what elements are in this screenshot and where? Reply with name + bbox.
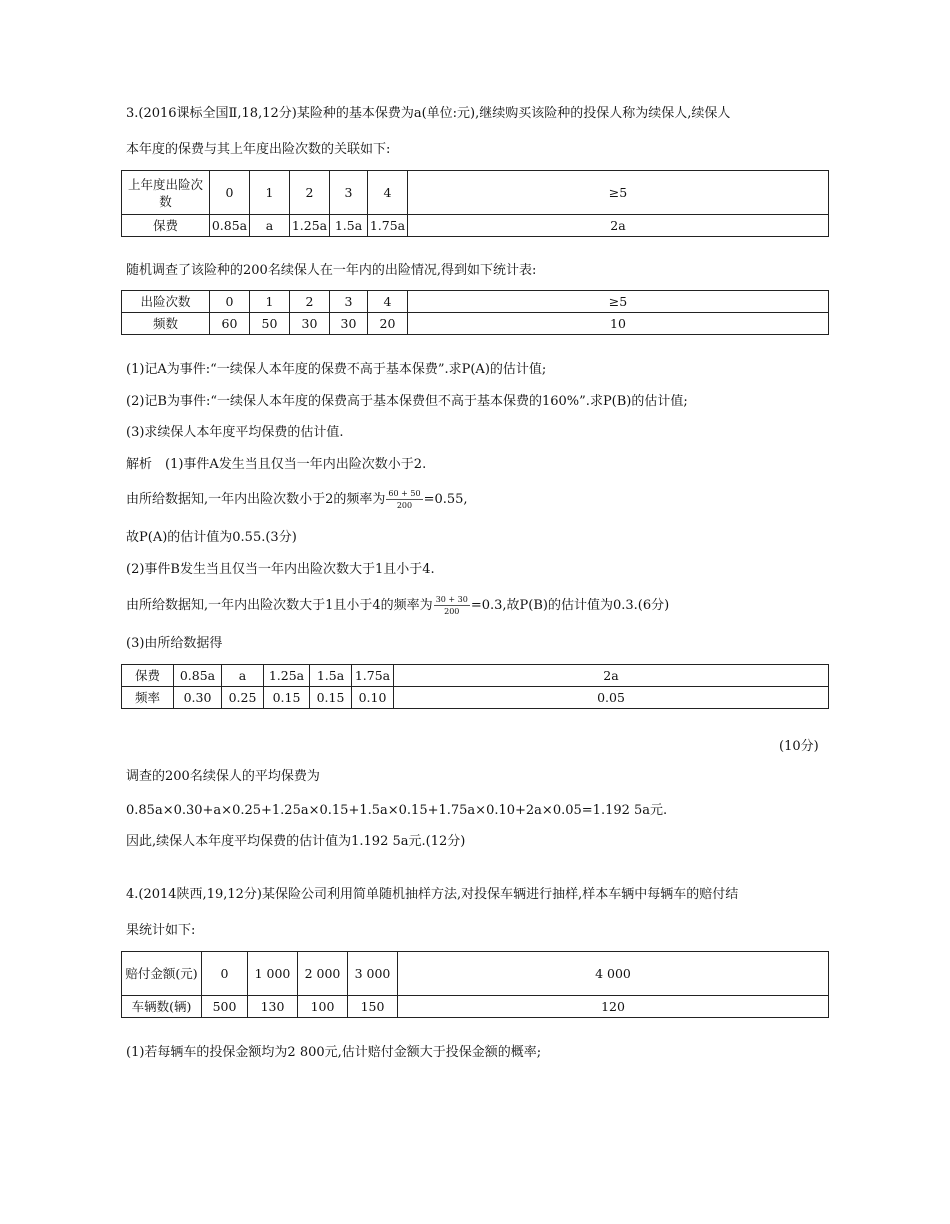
q4-part1: (1)若每辆车的投保金额均为2 800元,估计赔付金额大于投保金额的概率; [126,1045,542,1060]
table-cell: 0.30 [174,687,222,709]
q3-survey-line: 随机调查了该险种的200名续保人在一年内的出险情况,得到如下统计表: [126,263,537,278]
q3-premium-frequency-table [121,664,829,709]
table-row [122,687,829,709]
table-row [122,665,829,687]
table-cell: 0.15 [310,687,352,709]
q3-part3: (3)求续保人本年度平均保费的估计值. [126,425,344,440]
table-row [122,996,829,1018]
table-cell: a [222,665,264,687]
table-cell: 3 [330,171,368,215]
fraction [434,594,470,617]
q3-stem-line2: 本年度的保费与其上年度出险次数的关联如下: [126,142,391,157]
table-cell: 上年度出险次数 [122,171,210,215]
solution-text: 由所给数据知,一年内出险次数小于2的频率为 [126,492,386,507]
table-cell: 0.85a [174,665,222,687]
table-cell: 4 [368,171,408,215]
fraction-numerator: 30 + 30 [435,595,468,604]
solution-text: 由所给数据知,一年内出险次数大于1且小于4的频率为 [126,598,433,613]
table-cell: 30 [330,313,368,335]
q3-solution-line7: 调查的200名续保人的平均保费为 [126,769,320,784]
fraction-denominator: 200 [396,501,413,510]
table-cell: 1.25a [290,215,330,237]
table-cell: 1.5a [330,215,368,237]
table-cell: 0 [202,952,248,996]
table-cell: 0.15 [264,687,310,709]
table-cell: 赔付金额(元) [122,952,202,996]
table-cell: 1 000 [248,952,298,996]
table-cell: ≥5 [408,291,829,313]
table-cell: 100 [298,996,348,1018]
table-cell: 2a [408,215,829,237]
table-cell: 130 [248,996,298,1018]
q3-frequency-table [121,290,829,335]
q3-solution-line9: 因此,续保人本年度平均保费的估计值为1.192 5a元.(12分) [126,834,466,849]
q4-claim-table [121,951,829,1018]
table-cell: 30 [290,313,330,335]
q3-part1: (1)记A为事件:“一续保人本年度的保费不高于基本保费”.求P(A)的估计值; [126,362,547,377]
table-cell: 车辆数(辆) [122,996,202,1018]
table-cell: 1.5a [310,665,352,687]
table-cell: 0 [210,291,250,313]
table-cell: 0.85a [210,215,250,237]
q3-score-10: (10分) [779,739,819,754]
q3-stem-line1: 3.(2016课标全国Ⅱ,18,12分)某险种的基本保费为a(单位:元),继续购买该险种的投保人称为续保人,续保人 [126,106,731,121]
table-cell: 1.75a [368,215,408,237]
q4-stem-line2: 果统计如下: [126,923,196,938]
table-cell: 4 000 [398,952,829,996]
table-cell: 0 [210,171,250,215]
table-cell: 0.25 [222,687,264,709]
table-cell: 出险次数 [122,291,210,313]
table-cell: 60 [210,313,250,335]
q3-solution-line4: (2)事件B发生当且仅当一年内出险次数大于1且小于4. [126,562,435,577]
q3-solution-line5 [126,594,669,617]
table-cell: 50 [250,313,290,335]
table-cell: 保费 [122,665,174,687]
table-cell: 150 [348,996,398,1018]
fraction-denominator: 200 [444,607,460,616]
table-row [122,313,829,335]
table-cell: 1.75a [352,665,394,687]
table-cell: 2a [394,665,829,687]
table-cell: 频数 [122,313,210,335]
table-cell: 3 000 [348,952,398,996]
table-cell: 0.10 [352,687,394,709]
fraction-numerator: 60 + 50 [388,489,421,498]
table-cell: 1 [250,171,290,215]
table-row [122,952,829,996]
q3-solution-line3: 故P(A)的估计值为0.55.(3分) [126,530,297,545]
table-cell: 1.25a [264,665,310,687]
q3-premium-table [121,170,829,237]
table-cell: 500 [202,996,248,1018]
table-cell: 2 [290,291,330,313]
solution-text: =0.55, [423,492,468,507]
table-cell: 10 [408,313,829,335]
table-cell: 2 000 [298,952,348,996]
table-cell: 0.05 [394,687,829,709]
table-cell: 2 [290,171,330,215]
table-row [122,291,829,313]
solution-text: =0.3,故P(B)的估计值为0.3.(6分) [470,598,670,613]
table-cell: 3 [330,291,368,313]
q3-solution-line2 [126,488,468,511]
table-cell: 1 [250,291,290,313]
table-row [122,171,829,215]
q3-solution-line6: (3)由所给数据得 [126,636,223,651]
table-row [122,215,829,237]
table-cell: 保费 [122,215,210,237]
table-cell: a [250,215,290,237]
table-cell: ≥5 [408,171,829,215]
q3-solution-line8: 0.85a×0.30+a×0.25+1.25a×0.15+1.5a×0.15+1.75a×0.10+2a×0.05=1.192 5a元. [126,803,668,818]
fraction [386,488,422,511]
q4-stem-line1: 4.(2014陕西,19,12分)某保险公司利用简单随机抽样方法,对投保车辆进行抽样,样本车辆中每辆车的赔付结 [126,887,739,902]
q3-solution-line1: 解析 (1)事件A发生当且仅当一年内出险次数小于2. [126,457,427,472]
table-cell: 频率 [122,687,174,709]
table-cell: 20 [368,313,408,335]
table-cell: 120 [398,996,829,1018]
table-cell: 4 [368,291,408,313]
q3-part2: (2)记B为事件:“一续保人本年度的保费高于基本保费但不高于基本保费的160%”.求P(B)的估计值; [126,394,688,409]
